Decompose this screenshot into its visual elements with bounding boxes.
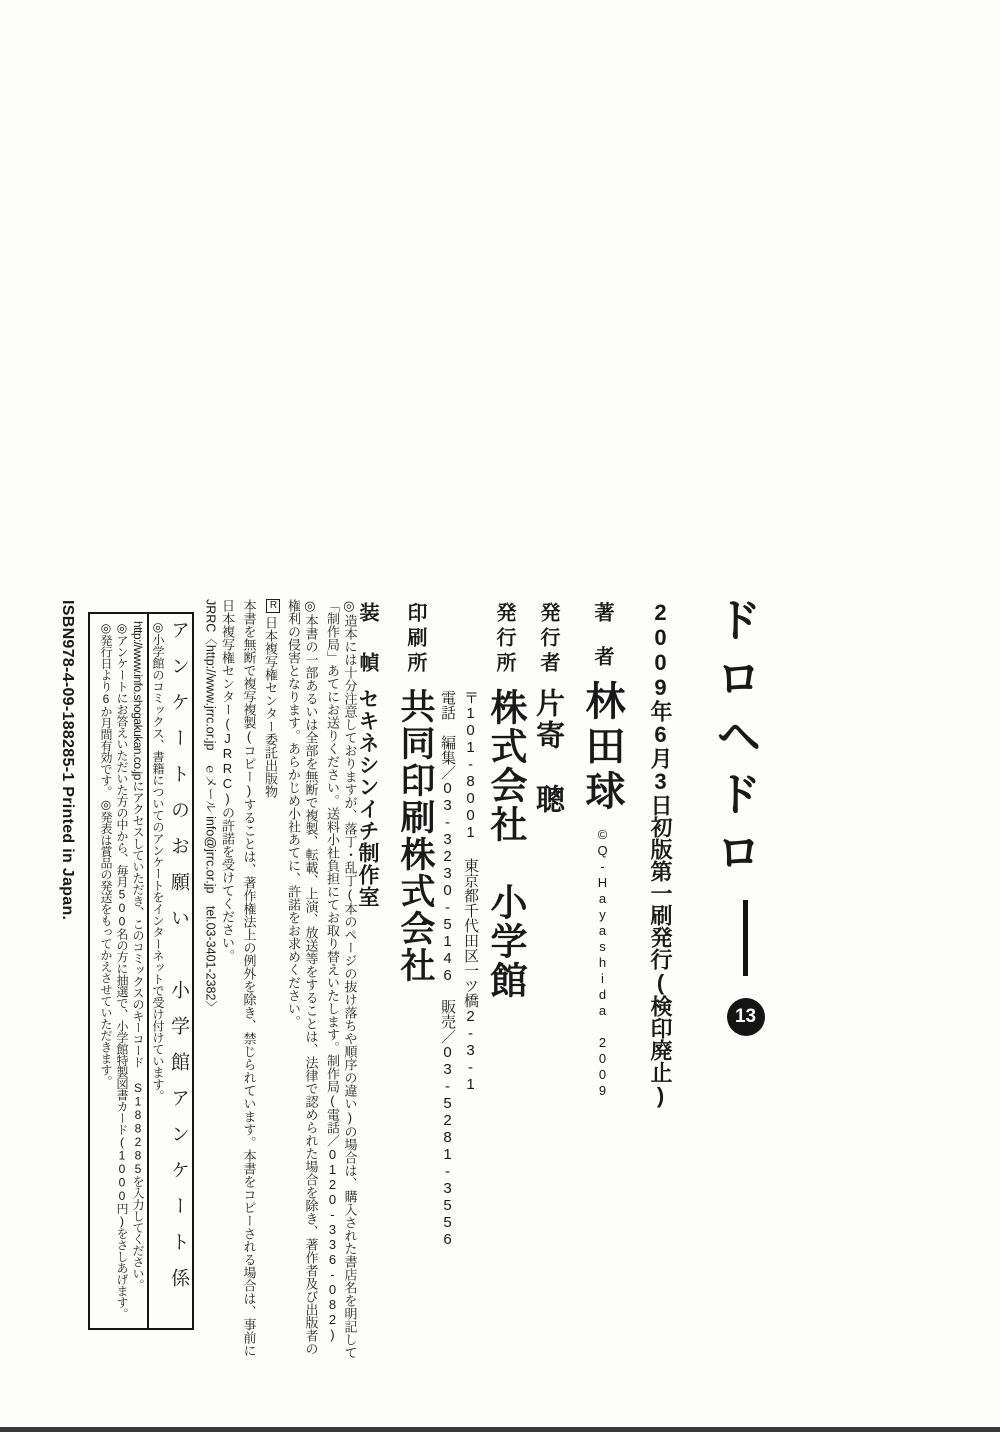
publisher-address: 〒101-8001 東京都千代田区一ツ橋2-3-1 xyxy=(462,690,479,1093)
survey-validity-line: ◎発行日より6か月間有効です。◎発表は賞品の発送をもってかえさせていただきます。 xyxy=(99,621,113,1087)
survey-box-right-cell xyxy=(147,614,192,1328)
title-dash xyxy=(743,900,748,976)
survey-prize-line: ◎アンケートにお答えいただいた方の中から、毎月500名の方に抽選で、小学館特製図書カード(1000円)をさしあげます。 xyxy=(115,621,129,1320)
survey-url-line xyxy=(130,621,146,1321)
survey-box-left-cell xyxy=(90,614,147,1328)
publisher-person-name: 片寄 聰 xyxy=(532,688,564,816)
photocopy-notice-line1: 本書を無断で複写複製(コピー)することは、著作権法上の例外を除き、禁じられています。本書をコピーされる場合は、事前に xyxy=(241,599,257,1357)
book-title: ドロヘドロ xyxy=(710,596,761,886)
survey-url-tail: にアクセスしていただき、このコミックスのキーコード S188285を入力してください。 xyxy=(131,779,145,1291)
survey-url: http://www.info.shogakukan.co.jp xyxy=(131,621,145,780)
design-name: セキネシンイチ制作室 xyxy=(356,688,379,908)
jrrc-contact-line: JRRC〈http://www.jrrc.or.jp ｅメール info@jrrc.or.jp tel.03-3401-2382〉 xyxy=(203,599,218,1013)
author-name: 林田球 xyxy=(580,680,625,815)
publisher-label: 発行所 xyxy=(493,602,515,677)
publisher-person-label: 発行者 xyxy=(537,602,559,677)
printer-column xyxy=(390,602,440,1162)
binding-notice-line2: 「制作局」あてにお送りください。送料小社負担にてお取り替えいたします。制作局(電話／0120-336-082) xyxy=(324,599,340,1342)
survey-heading: アンケートのお願い 小学館アンケート係 xyxy=(168,620,189,1304)
publisher-phone: 電話 編集／03-3230-5146 販売／03-5281-3556 xyxy=(439,690,456,1248)
isbn-line: ISBN978-4-09-188285-1 Printed in Japan. xyxy=(59,600,76,921)
jrrc-entrust-text: 日本複写権センター委託出版物 xyxy=(263,616,278,798)
registered-r-mark-icon: R xyxy=(266,599,280,613)
book-title-column xyxy=(702,596,768,1116)
jrrc-entrust-line xyxy=(262,599,281,1414)
edition-date-line: 2009年6月3日初版第一刷発行(検印廃止) xyxy=(648,600,673,1108)
author-column xyxy=(574,602,631,1162)
binding-notice-line1: ◎造本には十分注意しておりますが、落丁・乱丁(本のページの抜け落ちや順序の違い)の場合は、購入された書店名を明記して xyxy=(342,599,358,1359)
scan-bottom-edge xyxy=(0,1427,1000,1432)
volume-number-badge: 13 xyxy=(727,998,765,1036)
survey-intro: ◎小学館のコミックス、書籍についてのアンケートをインターネットで受け付けています。 xyxy=(151,620,165,1102)
legal-notices xyxy=(197,599,358,1414)
publisher-person-column xyxy=(528,602,569,1162)
printer-name: 共同印刷株式会社 xyxy=(396,688,435,984)
design-label: 装 幀 xyxy=(356,602,378,677)
author-label: 著 者 xyxy=(591,602,613,668)
survey-request-box xyxy=(88,612,194,1330)
publisher-name: 株式会社 小学館 xyxy=(484,688,525,1000)
photocopy-notice-line2: 日本複写権センター(JRRC)の許諾を受けてください。 xyxy=(220,599,235,962)
copyright-notice-line2: 権利の侵害となります。あらかじめ小社あてに、許諾をお求めください。 xyxy=(285,599,301,1028)
copyright-notice-line1: ◎本書の一部あるいは全部を無断で複製、転載、上演、放送等をすることは、法律で認められた場合を除き、著作者及び出版者の xyxy=(303,599,319,1355)
publisher-column xyxy=(477,602,531,1162)
printer-label: 印刷所 xyxy=(404,602,426,677)
copyright-line: ©Q-Hayashida 2009 xyxy=(595,827,610,1099)
